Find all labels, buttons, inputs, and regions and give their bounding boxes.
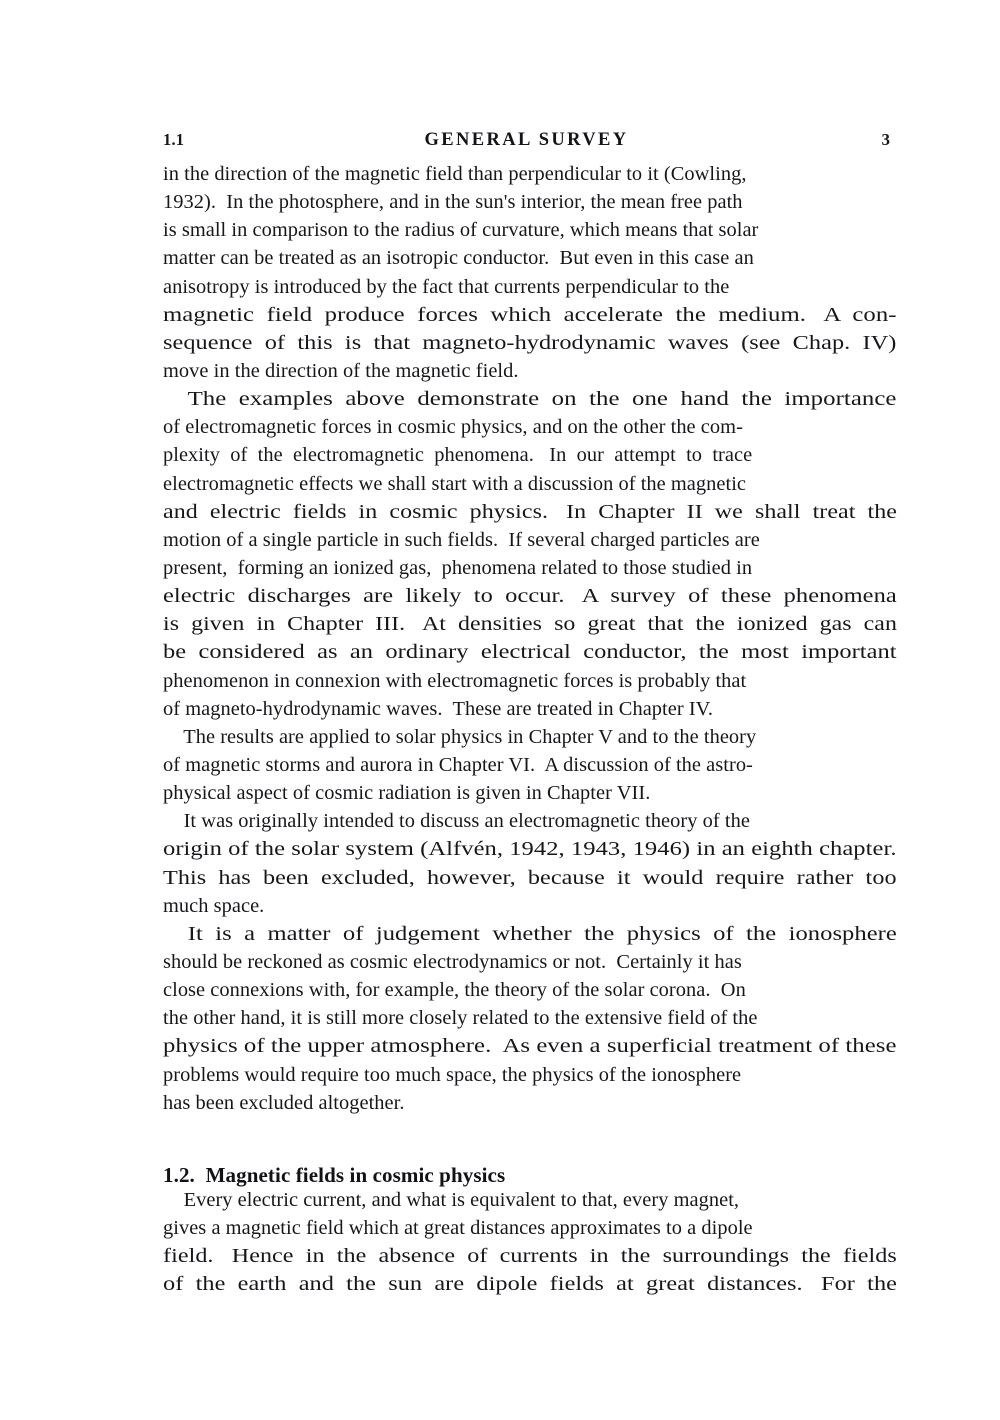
text-line: close connexions with, for example, the theory of the solar corona. On bbox=[163, 979, 746, 1002]
text-line: has been excluded altogether. bbox=[163, 1091, 405, 1114]
text-line: Every electric current, and what is equivalent to that, every magnet, bbox=[163, 1189, 740, 1211]
text-line: It was originally intended to discuss an electromagnetic theory of the bbox=[163, 810, 750, 833]
running-head-title: GENERAL SURVEY bbox=[424, 130, 629, 150]
text-line: should be reckoned as cosmic electrodynamics or not. Certainly it has bbox=[163, 950, 742, 973]
section-heading: 1.2. Magnetic fields in cosmic physics bbox=[163, 1163, 506, 1188]
text-line: present, forming an ionized gas, phenomena related to those studied in bbox=[163, 556, 753, 579]
text-line: anisotropy is introduced by the fact that currents perpendicular to the bbox=[163, 275, 730, 298]
text-line: be considered as an ordinary electrical conductor, the most important bbox=[163, 641, 897, 664]
paragraph bbox=[163, 807, 897, 920]
page-number: 3 bbox=[881, 130, 890, 149]
text-line: matter can be treated as an isotropic conductor. But even in this case an bbox=[163, 247, 754, 270]
text-line: plexity of the electromagnetic phenomena. In our attempt to trace bbox=[163, 444, 753, 467]
text-line: magnetic field produce forces which accelerate the medium. A con- bbox=[163, 303, 897, 326]
text-line: in the direction of the magnetic field than perpendicular to it (Cowling, bbox=[163, 163, 747, 185]
paragraph bbox=[163, 1186, 898, 1299]
text-line: The results are applied to solar physics in Chapter V and to the theory bbox=[163, 725, 757, 748]
text-line: of magneto-hydrodynamic waves. These are treated in Chapter IV. bbox=[163, 697, 713, 720]
running-head-section-number: 1.1 bbox=[163, 130, 185, 149]
text-line: This has been excluded, however, because it would require rather too bbox=[163, 866, 897, 889]
text-line: field. Hence in the absence of currents in the surroundings the fields bbox=[163, 1245, 897, 1268]
paragraph bbox=[163, 723, 892, 807]
paragraph bbox=[163, 920, 897, 1117]
text-line: and electric fields in cosmic physics. In Chapter II we shall treat the bbox=[163, 500, 897, 523]
text-line: of the earth and the sun are dipole fields at great distances. For the bbox=[163, 1273, 898, 1296]
text-line: electromagnetic effects we shall start with a discussion of the magnetic bbox=[163, 472, 747, 495]
body-text bbox=[163, 160, 897, 1117]
text-line: electric discharges are likely to occur. A survey of these phenomena bbox=[163, 585, 897, 608]
text-line: is given in Chapter III. At densities so great that the ionized gas can bbox=[163, 613, 897, 636]
text-line: gives a magnetic field which at great distances approximates to a dipole bbox=[163, 1217, 753, 1240]
text-line: It is a matter of judgement whether the physics of the ionosphere bbox=[163, 922, 897, 945]
text-line: sequence of this is that magneto-hydrodynamic waves (see Chap. IV) bbox=[163, 331, 897, 354]
text-line: physics of the upper atmosphere. As even a superficial treatment of these bbox=[163, 1035, 897, 1058]
text-line: much space. bbox=[163, 894, 265, 917]
text-line: problems would require too much space, the physics of the ionosphere bbox=[163, 1063, 742, 1086]
paragraph bbox=[163, 160, 897, 385]
paragraph bbox=[163, 385, 897, 723]
text-line: The examples above demonstrate on the one hand the importance bbox=[163, 388, 897, 411]
text-line: origin of the solar system (Alfvén, 1942, 1943, 1946) in an eighth chapter. bbox=[163, 838, 897, 861]
running-head bbox=[163, 128, 890, 152]
text-line: motion of a single particle in such fields. If several charged particles are bbox=[163, 528, 760, 551]
section-body-text bbox=[163, 1186, 898, 1299]
text-line: physical aspect of cosmic radiation is given in Chapter VII. bbox=[163, 782, 651, 805]
text-line: of electromagnetic forces in cosmic physics, and on the other the com- bbox=[163, 416, 743, 439]
text-line: move in the direction of the magnetic field. bbox=[163, 359, 519, 382]
text-line: is small in comparison to the radius of curvature, which means that solar bbox=[163, 219, 759, 242]
text-line: 1932). In the photosphere, and in the sun's interior, the mean free path bbox=[163, 191, 743, 214]
text-line: phenomenon in connexion with electromagnetic forces is probably that bbox=[163, 669, 747, 692]
text-line: of magnetic storms and aurora in Chapter VI. A discussion of the astro- bbox=[163, 753, 753, 776]
text-line: the other hand, it is still more closely related to the extensive field of the bbox=[163, 1007, 758, 1030]
